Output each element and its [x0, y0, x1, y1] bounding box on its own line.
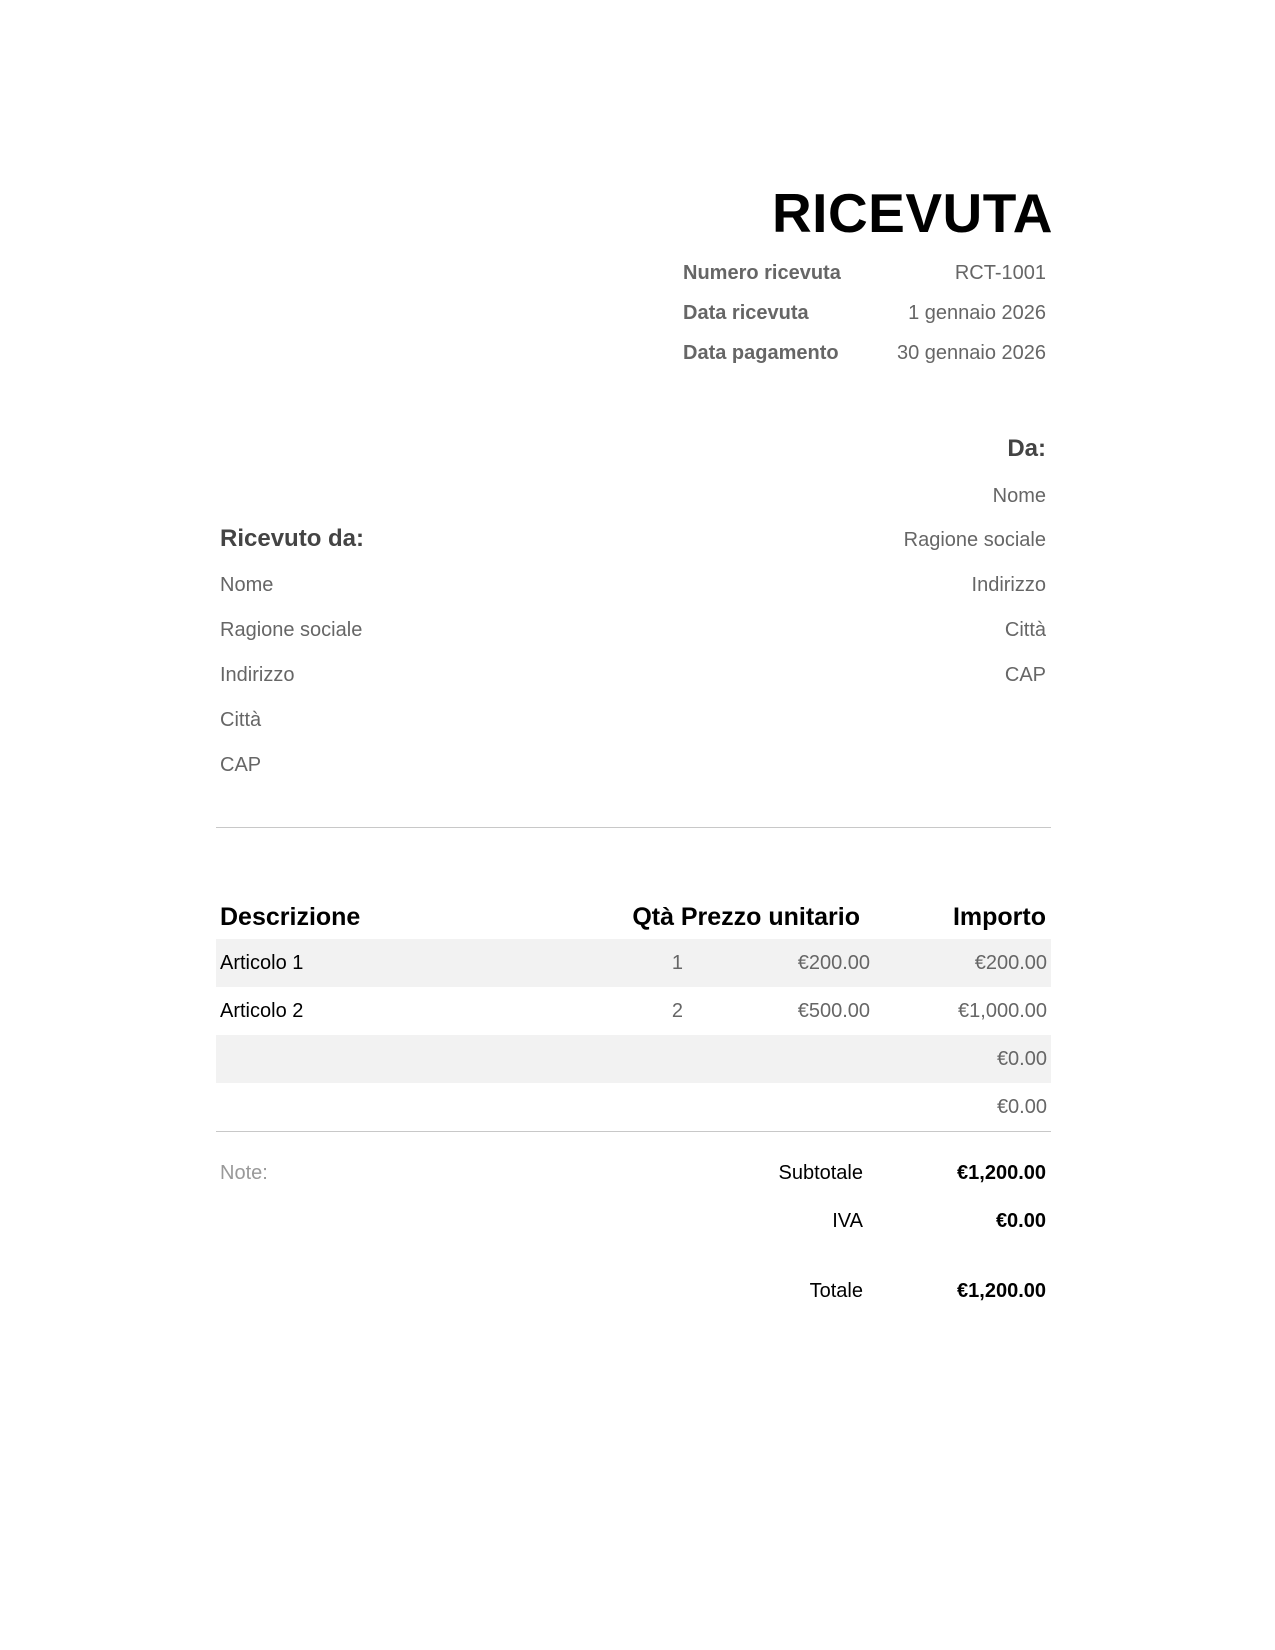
column-header-description: Descrizione — [220, 903, 361, 931]
meta-row-payment-date — [683, 342, 1046, 372]
recipient-company: Ragione sociale — [220, 619, 363, 641]
cell-amount: €0.00 — [996, 1096, 1047, 1118]
meta-row-receipt-number — [683, 262, 1046, 292]
notes-label: Note: — [220, 1162, 268, 1184]
meta-value: 30 gennaio 2026 — [896, 342, 1046, 364]
meta-label: Data pagamento — [683, 342, 839, 364]
column-header-amount: Importo — [952, 903, 1046, 931]
cell-qty: 1 — [671, 952, 683, 974]
recipient-zip: CAP — [220, 754, 262, 776]
recipient-title: Ricevuto da: — [220, 525, 365, 552]
cell-unit-price: €200.00 — [797, 952, 870, 974]
cell-amount: €1,000.00 — [958, 1000, 1047, 1022]
tax-value: €0.00 — [995, 1210, 1046, 1232]
sender-city: Città — [1004, 619, 1046, 641]
sender-title: Da: — [1007, 435, 1046, 462]
total-value: €1,200.00 — [957, 1280, 1046, 1302]
cell-description: Articolo 2 — [220, 1000, 304, 1022]
tax-label: IVA — [832, 1210, 863, 1232]
sender-name: Nome — [992, 485, 1046, 507]
sender-company: Ragione sociale — [903, 529, 1046, 551]
recipient-city: Città — [220, 709, 262, 731]
recipient-address: Indirizzo — [220, 664, 295, 686]
cell-qty: 2 — [671, 1000, 683, 1022]
recipient-name: Nome — [220, 574, 274, 596]
document-title: RICEVUTA — [771, 182, 1053, 244]
table-row — [216, 939, 1051, 987]
cell-unit-price: €500.00 — [797, 1000, 870, 1022]
cell-description: Articolo 1 — [220, 952, 304, 974]
table-bottom-divider — [216, 1131, 1051, 1132]
sender-zip: CAP — [1004, 664, 1046, 686]
meta-label: Data ricevuta — [683, 302, 809, 324]
section-divider — [216, 827, 1051, 828]
cell-amount: €200.00 — [974, 952, 1047, 974]
meta-label: Numero ricevuta — [683, 262, 841, 284]
meta-value: RCT-1001 — [954, 262, 1046, 284]
table-row — [216, 1035, 1051, 1083]
meta-value: 1 gennaio 2026 — [908, 302, 1046, 324]
meta-row-receipt-date — [683, 302, 1046, 332]
cell-amount: €0.00 — [996, 1048, 1047, 1070]
subtotal-label: Subtotale — [778, 1162, 863, 1184]
column-header-unit-price: Prezzo unitario — [680, 903, 860, 931]
sender-address: Indirizzo — [971, 574, 1046, 596]
column-header-qty: Qtà — [632, 903, 674, 931]
table-row — [216, 1083, 1051, 1131]
total-label: Totale — [809, 1280, 863, 1302]
subtotal-value: €1,200.00 — [957, 1162, 1046, 1184]
table-row — [216, 987, 1051, 1035]
